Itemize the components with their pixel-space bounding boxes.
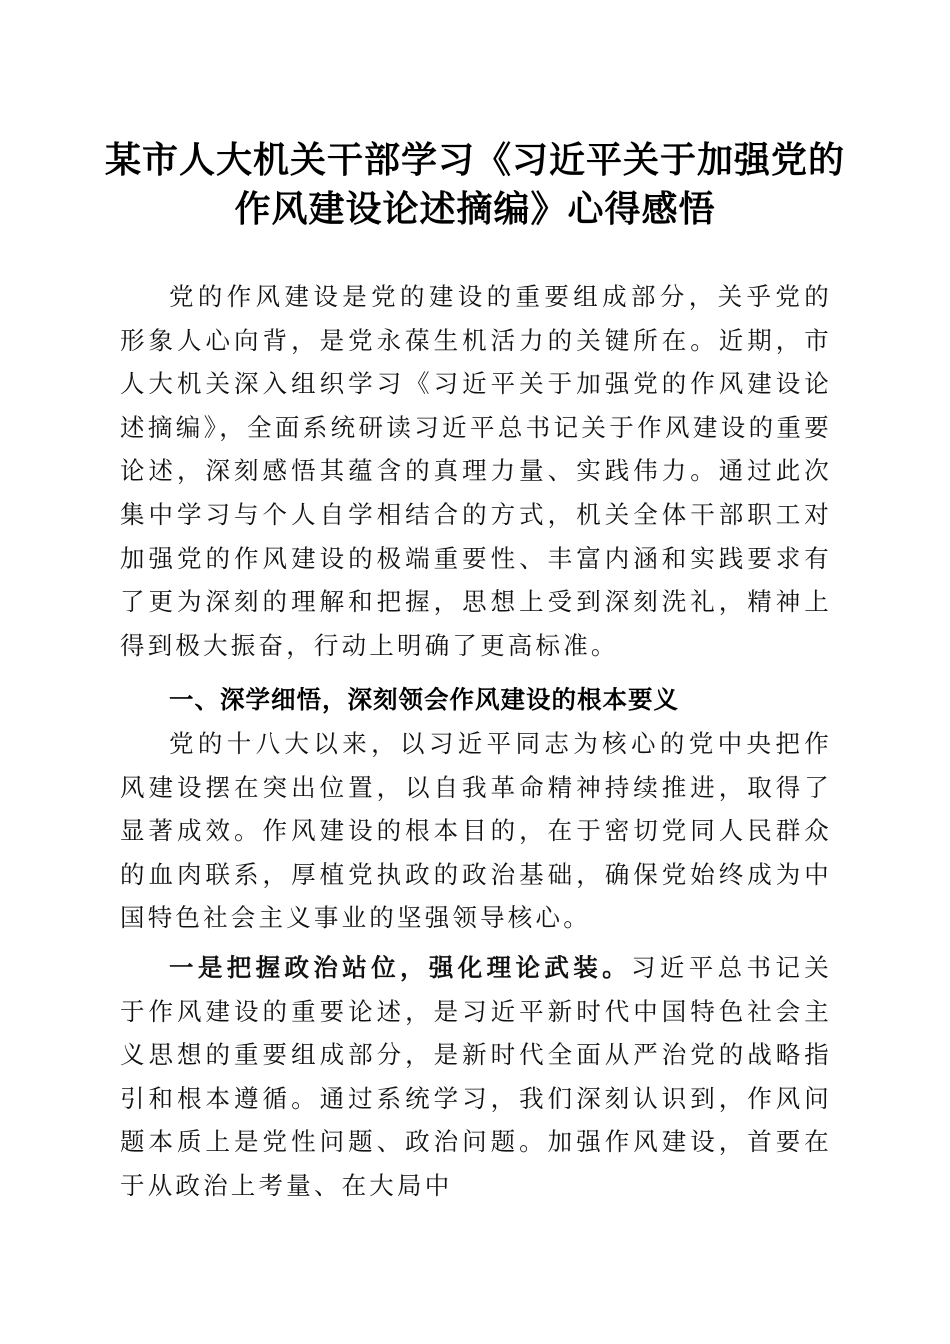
paragraph-3-lead: 一是把握政治站位，强化理论武装。 — [169, 953, 632, 982]
title-line-1: 某市人大机关干部学习《习近平关于加强党的 — [104, 139, 845, 181]
paragraph-3 — [120, 946, 832, 1208]
paragraph-1-text: 党的作风建设是党的建设的重要组成部分，关乎党的形象人心向背，是党永葆生机活力的关键所在。近期，市人大机关深入组织学习《习近平关于加强党的作风建设论述摘编》，全面系统研读习近平总书记关于作风建设的重要论述，深刻感悟其蕴含的真理力量、实践伟力。通过此次集中学习与个人自学相结合的方式，机关全体干部职工对加强党的作风建设的极端重要性、丰富内涵和实践要求有了更为深刻的理解和把握，思想上受到深刻洗礼，精神上得到极大振奋，行动上明确了更高标准。 — [120, 282, 832, 660]
paragraph-intro — [120, 275, 832, 667]
paragraph-section-1 — [120, 722, 832, 940]
section-heading-1: 一、深学细悟，深刻领会作风建设的根本要义 — [169, 685, 679, 714]
title-line-2: 作风建设论述摘编》心得感悟 — [234, 188, 716, 230]
paragraph-2-text: 党的十八大以来，以习近平同志为核心的党中央把作风建设摆在突出位置，以自我革命精神持续推进，取得了显著成效。作风建设的根本目的，在于密切党同人民群众的血肉联系，厚植党执政的政治基础，确保党始终成为中国特色社会主义事业的坚强领导核心。 — [120, 729, 832, 933]
paragraph-3-text: 习近平总书记关于作风建设的重要论述，是习近平新时代中国特色社会主义思想的重要组成部分，是新时代全面从严治党的战略指引和根本遵循。通过系统学习，我们深刻认识到，作风问题本质上是党性问题、政治问题。加强作风建设，首要在于从政治上考量、在大局中 — [120, 953, 832, 1200]
paragraph-point-1 — [120, 946, 832, 1208]
